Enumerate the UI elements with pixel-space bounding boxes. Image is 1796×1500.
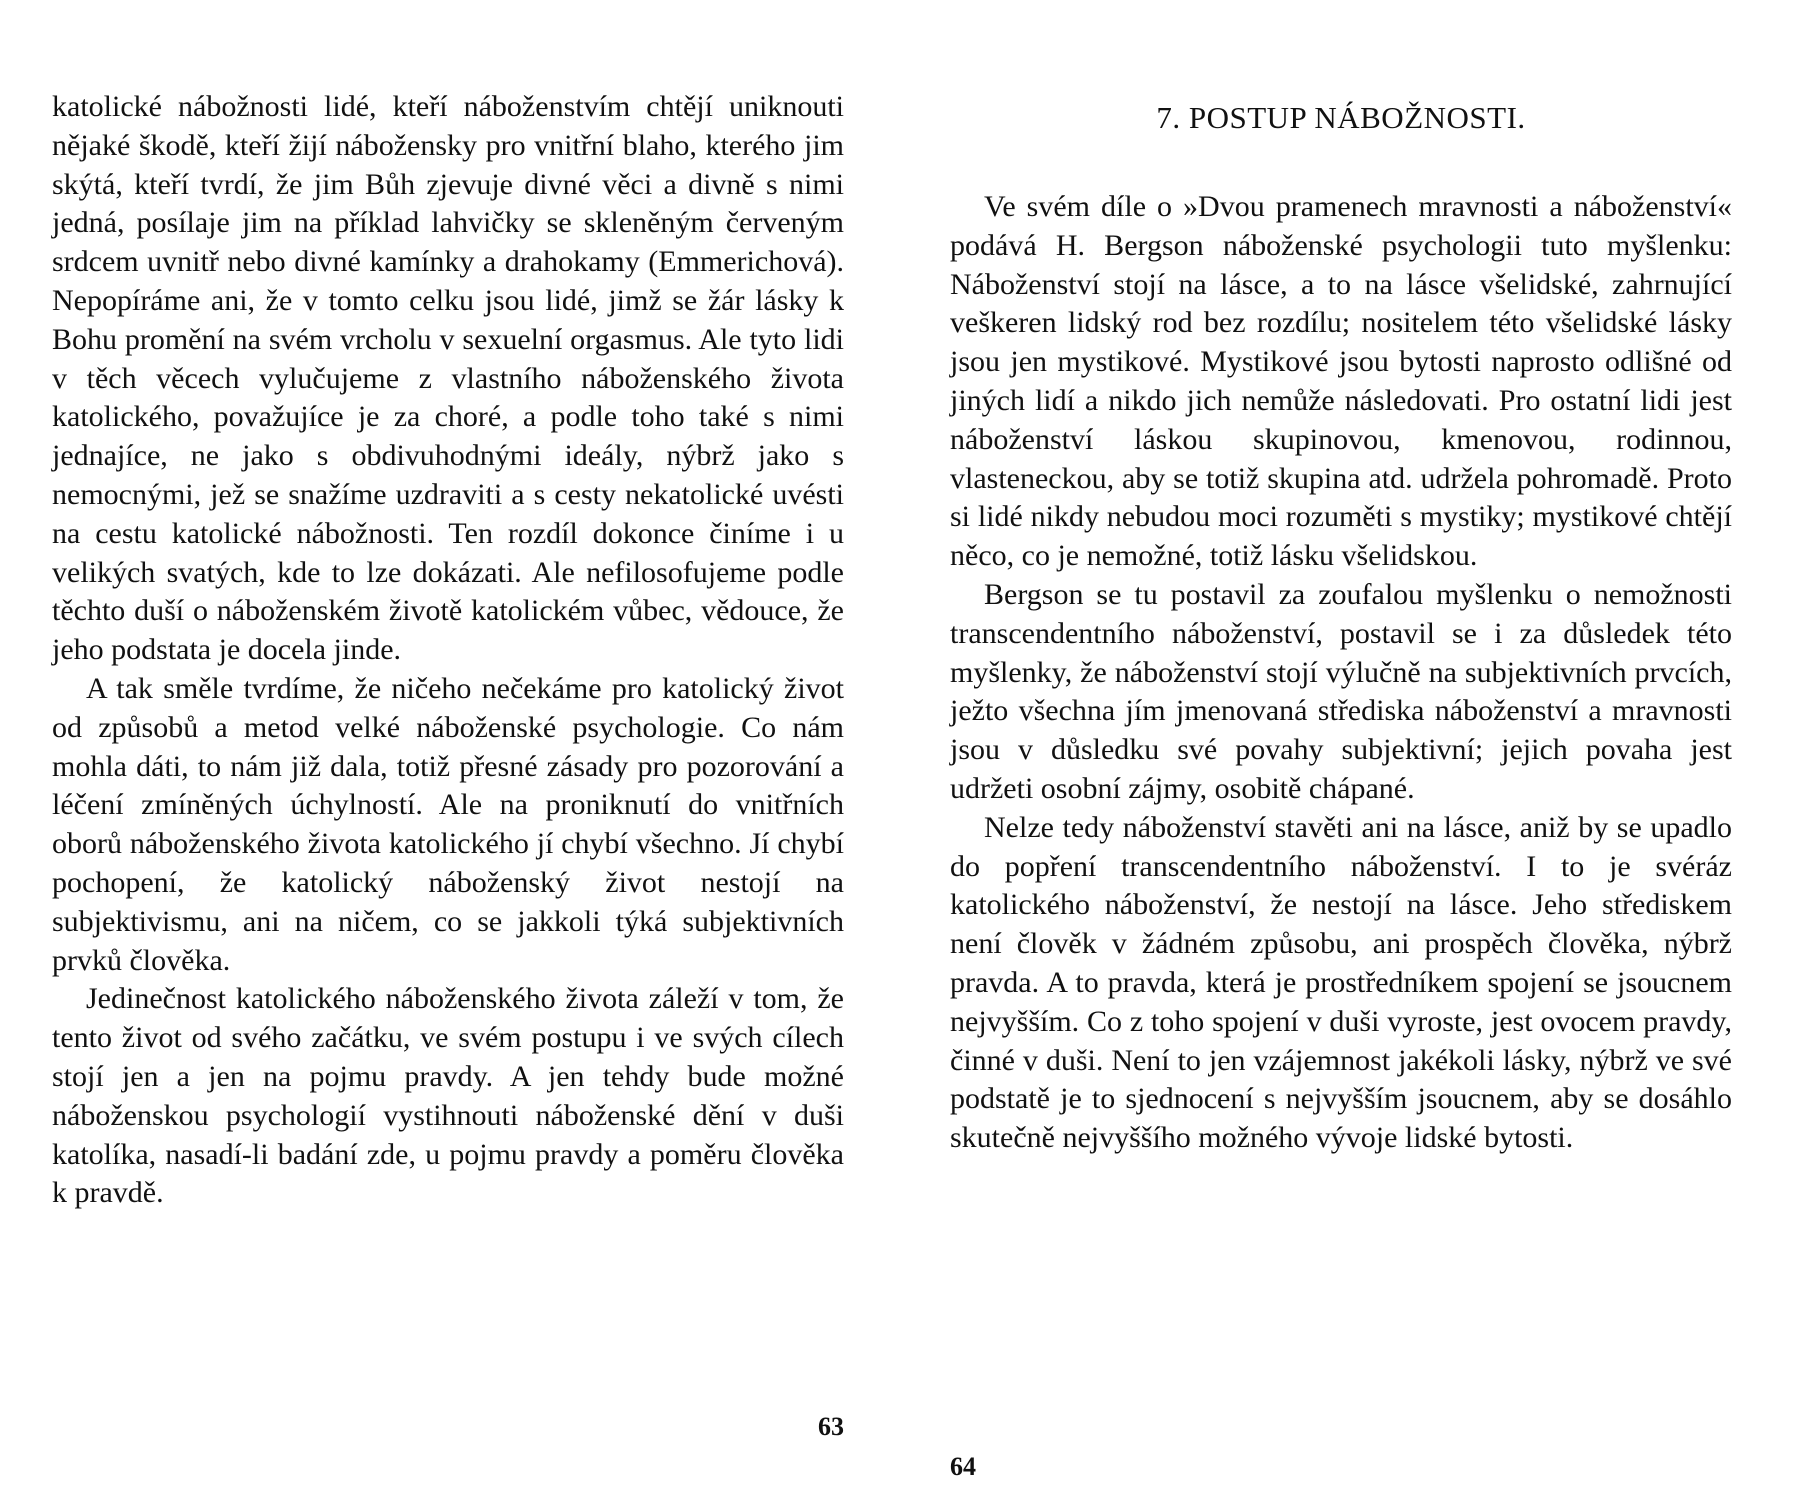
page-number-left: 63 [818,1412,844,1441]
left-paragraph-2: A tak směle tvrdíme, že ničeho nečekáme pro katolický život od způsobů a metod velké náboženské psychologie. Co nám mohla dáti, to nám již dala, totiž přesné zásady pro pozorování a léčení zmíněných úchylností. Ale na proniknutí do vnitřních oborů náboženského života katolického jí chybí všechno. Jí chybí pochopení, že katolický náboženský život nestojí na subjektivismu, ani na ničem, co se jakkoli týká subjektivních prvků člověka. [52,671,844,977]
left-paragraph-3: Jedinečnost katolického náboženského života záleží v tom, že tento život od svého začátku, ve svém postupu i ve svých cílech stojí jen a jen na pojmu pravdy. A jen tehdy bude možné náboženskou psychologií vystihnouti náboženské dění v duši katolíka, nasadí-li badání zde, u pojmu pravdy a poměru člověka k pravdě. [52,982,844,1210]
left-page-body [52,88,844,1213]
right-paragraph-1: Ve svém díle o »Dvou pramenech mravnosti a náboženství« podává H. Bergson náboženské psychologii tuto myšlenku: Náboženství stojí na lásce, a to na lásce všelidské, zahrnující veškeren lidský rod bez rozdílu; nositelem této všelidské lásky jsou jen mystikové. Mystikové jsou bytosti naprosto odlišné od jiných lidí a nikdo jich nemůže následovati. Pro ostatní lidi jest náboženství láskou skupinovou, kmenovou, rodinnou, vlasteneckou, aby se totiž skupina atd. udržela pohromadě. Proto si lidé nikdy nebudou moci rozuměti s mystiky; mystikové chtějí něco, co je nemožné, totiž lásku všelidskou. [950,190,1732,573]
right-paragraph-2: Bergson se tu postavil za zoufalou myšlenku o nemožnosti transcendentního náboženství, postavil se i za důsledek této myšlenky, že náboženství stojí výlučně na subjektivních prvcích, ježto všechna jím jmenovaná střediska náboženství a mravnosti jsou v důsledku své povahy subjektivní; jejich povaha jest udržeti osobní zájmy, osobitě chápané. [950,577,1732,805]
right-paragraph-3: Nelze tedy náboženství stavěti ani na lásce, aniž by se upadlo do popření transcendentního náboženství. I to je svéráz katolického náboženství, že nestojí na lásce. Jeho střediskem není člověk v žádném způsobu, ani prospěch člověka, nýbrž pravda. A to pravda, která je prostředníkem spojení se jsoucnem nejvyšším. Co z toho spojení v duši vyroste, jest ovocem pravdy, činné v duši. Není to jen vzájemnost jakékoli lásky, nýbrž ve své podstatě je to sjednocení s nejvyšším jsoucnem, aby se dosáhlo skutečně nejvyššího možného vývoje lidské bytosti. [950,810,1732,1155]
left-paragraph-1: katolické nábožnosti lidé, kteří náboženstvím chtějí uniknouti nějaké škodě, kteří žijí nábožensky pro vnitřní blaho, kterého jim skýtá, kteří tvrdí, že jim Bůh zjevuje divné věci a divně s nimi jedná, posílaje jim na příklad lahvičky se skleněným červeným srdcem uvnitř nebo divné kamínky a drahokamy (Emmerichová). Nepopíráme ani, že v tomto celku jsou lidé, jimž se žár lásky k Bohu promění na svém vrcholu v sexuelní orgasmus. Ale tyto lidi v těch věcech vylučujeme z vlastního náboženského života katolického, považujíce je za choré, a podle toho také s nimi jednajíce, ne jako s obdivuhodnými ideály, nýbrž jako s nemocnými, jež se snažíme uzdraviti a s cesty nekatolické uvésti na cestu katolické nábožnosti. Ten rozdíl dokonce činíme i u velikých svatých, kde to lze dokázati. Ale nefilosofujeme podle těchto duší o náboženském životě katolickém vůbec, vědouce, že jeho podstata je docela jinde. [52,90,844,667]
chapter-heading: 7. POSTUP NÁBOŽNOSTI. [1156,100,1526,135]
page-number-right: 64 [950,1452,976,1481]
right-page-body [950,188,1732,1158]
